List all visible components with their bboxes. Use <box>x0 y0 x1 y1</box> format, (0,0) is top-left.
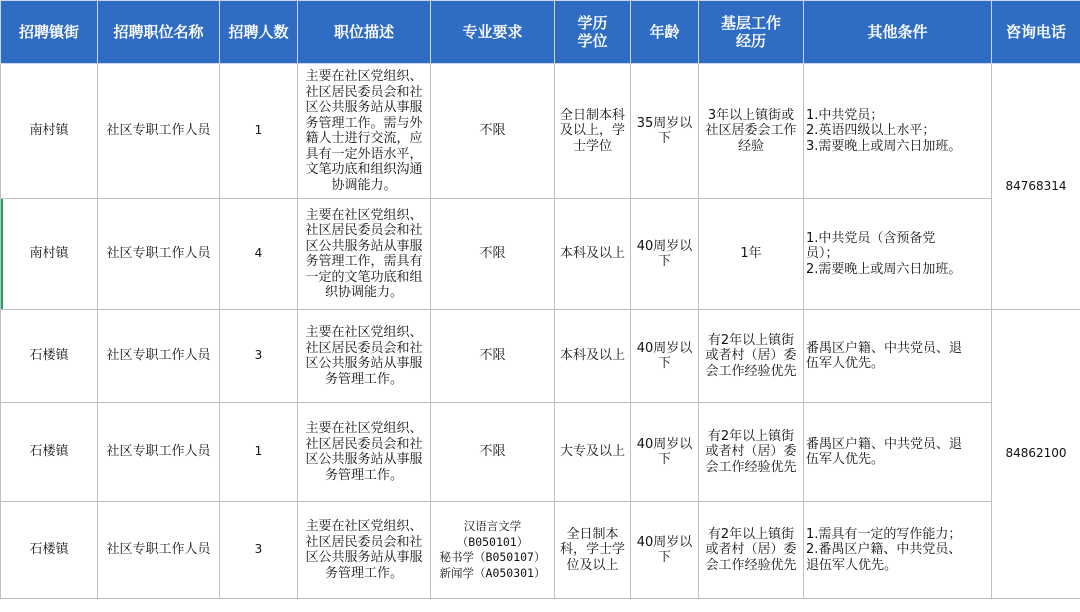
header-other[interactable]: 其他条件 <box>804 1 992 64</box>
cell-position[interactable]: 社区专职工作人员 <box>98 64 220 199</box>
header-description[interactable]: 职位描述 <box>298 1 431 64</box>
cell-age[interactable]: 40周岁以 下 <box>631 403 699 502</box>
cell-position[interactable]: 社区专职工作人员 <box>98 403 220 502</box>
cell-count[interactable]: 1 <box>220 403 298 502</box>
header-major[interactable]: 专业要求 <box>431 1 555 64</box>
cell-position[interactable]: 社区专职工作人员 <box>98 502 220 599</box>
cell-experience[interactable]: 有2年以上镇街 或者村（居）委 会工作经验优先 <box>699 310 804 403</box>
cell-education[interactable]: 本科及以上 <box>555 310 631 403</box>
cell-age[interactable]: 35周岁以 下 <box>631 64 699 199</box>
cell-position[interactable]: 社区专职工作人员 <box>98 199 220 310</box>
cell-experience[interactable]: 3年以上镇街或 社区居委会工作 经验 <box>699 64 804 199</box>
cell-town[interactable]: 石楼镇 <box>1 403 98 502</box>
cell-major[interactable]: 不限 <box>431 403 555 502</box>
cell-description[interactable]: 主要在社区党组织、 社区居民委员会和社 区公共服务站从事服 务管理工作。 <box>298 502 431 599</box>
header-row <box>1 1 1080 64</box>
cell-town[interactable]: 南村镇 <box>1 199 98 310</box>
cell-position[interactable]: 社区专职工作人员 <box>98 310 220 403</box>
cell-other[interactable]: 番禺区户籍、中共党员、退 伍军人优先。 <box>804 403 992 502</box>
header-position[interactable]: 招聘职位名称 <box>98 1 220 64</box>
cell-major[interactable]: 不限 <box>431 64 555 199</box>
header-experience[interactable]: 基层工作 经历 <box>699 1 804 64</box>
cell-other[interactable]: 番禺区户籍、中共党员、退 伍军人优先。 <box>804 310 992 403</box>
cell-phone[interactable]: 84862100 <box>992 310 1080 599</box>
header-age[interactable]: 年龄 <box>631 1 699 64</box>
cell-description[interactable]: 主要在社区党组织、 社区居民委员会和社 区公共服务站从事服 务管理工作。需与外 籍人士进行交流，应 具有一定外语水平， 文笔功底和组织沟通 协调能力。 <box>298 64 431 199</box>
cell-other[interactable]: 1.中共党员（含预备党 员）； 2.需要晚上或周六日加班。 <box>804 199 992 310</box>
cell-count[interactable]: 3 <box>220 310 298 403</box>
cell-town[interactable]: 石楼镇 <box>1 310 98 403</box>
cell-phone[interactable]: 84768314 <box>992 64 1080 310</box>
cell-other[interactable]: 1.中共党员； 2.英语四级以上水平； 3.需要晚上或周六日加班。 <box>804 64 992 199</box>
cell-description[interactable]: 主要在社区党组织、 社区居民委员会和社 区公共服务站从事服 务管理工作。 <box>298 403 431 502</box>
cell-description[interactable]: 主要在社区党组织、 社区居民委员会和社 区公共服务站从事服 务管理工作。 <box>298 310 431 403</box>
cell-count[interactable]: 3 <box>220 502 298 599</box>
cell-count[interactable]: 1 <box>220 64 298 199</box>
table-row <box>1 310 1080 403</box>
cell-major[interactable]: 不限 <box>431 310 555 403</box>
header-town[interactable]: 招聘镇街 <box>1 1 98 64</box>
header-phone[interactable]: 咨询电话 <box>992 1 1080 64</box>
cell-age[interactable]: 40周岁以 下 <box>631 310 699 403</box>
cell-major[interactable]: 汉语言文学 （B050101） 秘书学（B050107） 新闻学（A050301） <box>431 502 555 599</box>
cell-education[interactable]: 大专及以上 <box>555 403 631 502</box>
cell-education[interactable]: 全日制本科 及以上，学 士学位 <box>555 64 631 199</box>
cell-education[interactable]: 本科及以上 <box>555 199 631 310</box>
cell-count[interactable]: 4 <box>220 199 298 310</box>
cell-experience[interactable]: 1年 <box>699 199 804 310</box>
table-row <box>1 403 1080 502</box>
cell-other[interactable]: 1.需具有一定的写作能力； 2.番禺区户籍、中共党员、 退伍军人优先。 <box>804 502 992 599</box>
cell-town[interactable]: 南村镇 <box>1 64 98 199</box>
header-education[interactable]: 学历 学位 <box>555 1 631 64</box>
table-row <box>1 199 1080 310</box>
header-count[interactable]: 招聘人数 <box>220 1 298 64</box>
table-row <box>1 502 1080 599</box>
cell-major[interactable]: 不限 <box>431 199 555 310</box>
cell-description[interactable]: 主要在社区党组织、 社区居民委员会和社 区公共服务站从事服 务管理工作，需具有 一定的文笔功底和组 织协调能力。 <box>298 199 431 310</box>
cell-experience[interactable]: 有2年以上镇街 或者村（居）委 会工作经验优先 <box>699 502 804 599</box>
cell-age[interactable]: 40周岁以 下 <box>631 502 699 599</box>
cell-town[interactable]: 石楼镇 <box>1 502 98 599</box>
cell-age[interactable]: 40周岁以 下 <box>631 199 699 310</box>
cell-education[interactable]: 全日制本 科，学士学 位及以上 <box>555 502 631 599</box>
table-row <box>1 64 1080 199</box>
cell-experience[interactable]: 有2年以上镇街 或者村（居）委 会工作经验优先 <box>699 403 804 502</box>
